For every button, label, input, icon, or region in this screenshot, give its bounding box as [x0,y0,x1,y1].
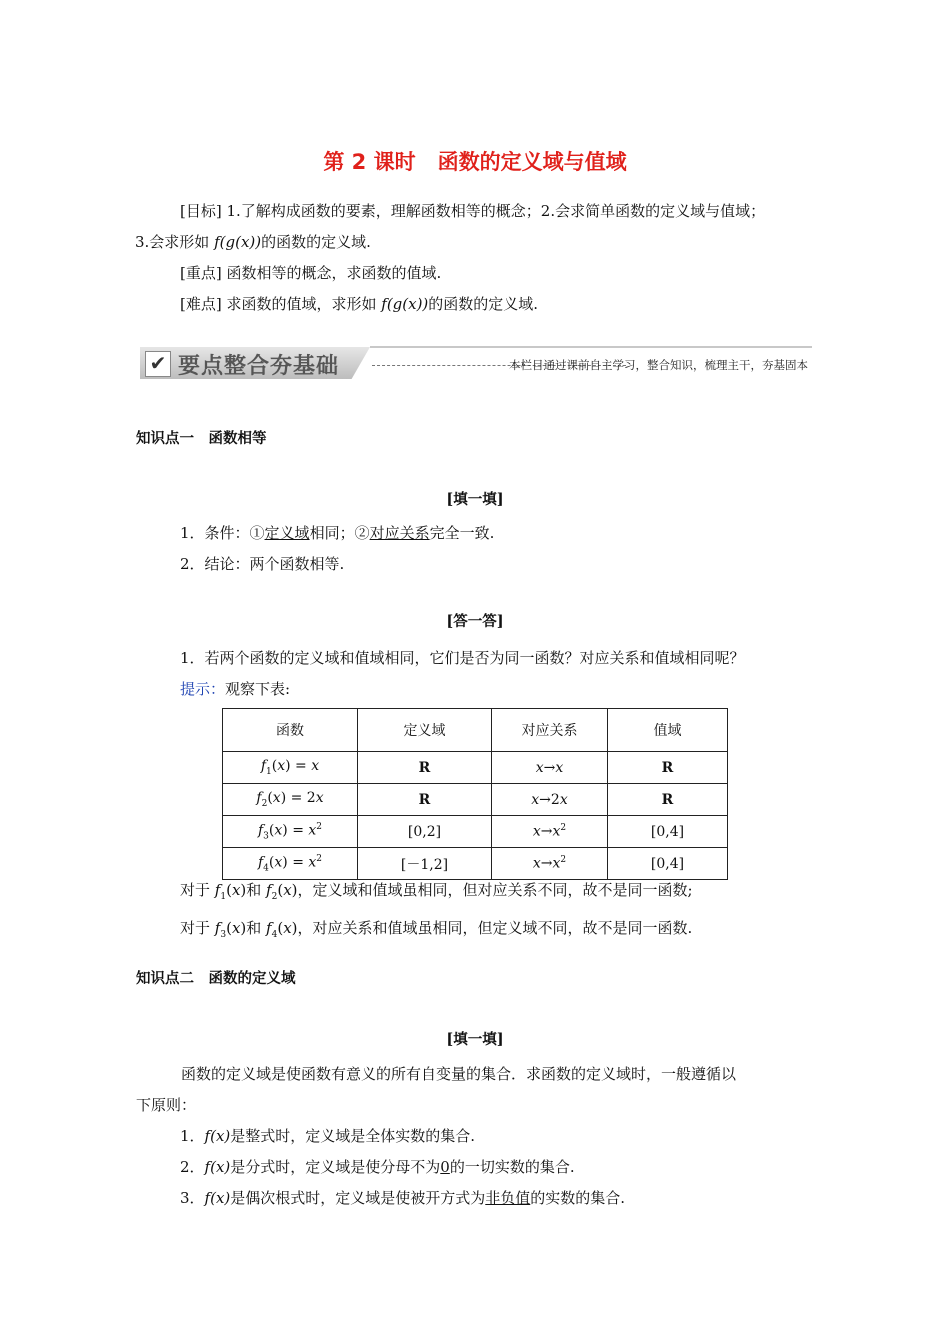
cell-range: R [608,784,728,816]
section2-intro: 函数的定义域是使函数有意义的所有自变量的集合．求函数的定义域时，一般遵循以 下原则： [136,1065,737,1114]
conclusion-line-1: 对于 $f_1(x)$和 $f_2(x)$，定义域和值域虽相同，但对应关系不同，故不是同一函数; [180,881,693,902]
key-line: [重点] 函数相等的概念，求函数的值域. [180,264,442,282]
page-title [0,146,950,176]
key-label: [重点] [180,264,222,282]
target-line2: 3.会求形如 f(g(x))的函数的定义域. [135,233,371,251]
cell-domain: [0,2] [358,816,492,848]
cell-mapping: x→2x [492,784,608,816]
section1-heading: 知识点一 函数相等 [136,431,267,447]
answer-mapping: 对应关系 [369,524,430,542]
cell-mapping: $x\to x^2$ [492,816,608,848]
cell-domain: R [358,752,492,784]
rule-item: 2．f(x)是分式时，定义域是使分母不为0的一切实数的集合. [180,1158,575,1176]
header-cell: 定义域 [358,709,492,752]
rule-item: 1．f(x)是整式时，定义域是全体实数的集合. [180,1127,476,1145]
check-icon: ✔ [145,351,171,377]
cell-range: [0,4] [608,848,728,880]
cell-range: [0,4] [608,816,728,848]
rule-item: 3．f(x)是偶次根式时，定义域是使被开方式为非负值的实数的集合. [180,1189,626,1207]
target-label: [目标] [180,202,222,220]
cell-function: $f_2(x) = 2x$ [223,784,358,816]
cell-function: $f_1(x) = x$ [223,752,358,784]
table-row [223,784,728,816]
hint-line: 提示：观察下表: [180,680,291,698]
table-header-row [223,709,728,752]
hint-label: 提示： [180,680,226,698]
difficulty-label: [难点] [180,295,222,313]
section2-fill-label: [填一填] [446,1031,504,1048]
answer-zero: 0 [440,1158,450,1176]
header-cell: 值域 [608,709,728,752]
difficulty-line: [难点] 求函数的值域，求形如 f(g(x))的函数的定义域. [180,295,539,313]
comparison-table [222,708,728,880]
header-cell: 函数 [223,709,358,752]
title-topic: 函数的定义域与值域 [437,150,627,174]
answer-domain: 定义域 [264,524,310,542]
formula-fgx: f(g(x)) [214,233,262,251]
answer-nonnegative: 非负值 [485,1189,531,1207]
section2-rules [180,1121,820,1214]
goals-block [135,196,815,320]
table-row [223,752,728,784]
cell-function: $f_4(x) = x^2$ [223,848,358,880]
section2-heading: 知识点二 函数的定义域 [136,971,296,987]
condition-item: 1．条件：①定义域相同；②对应关系完全一致. [180,524,495,542]
section1-fill-items [180,518,820,580]
banner-note: 本栏目通过课前自主学习，整合知识，梳理主干，夯基固本 [509,358,808,372]
cell-domain: [－1,2] [358,848,492,880]
section1-qa-label: [答一答] [446,613,504,630]
cell-range: R [608,752,728,784]
conclusion-item: 2．结论：两个函数相等. [180,555,345,573]
header-cell: 对应关系 [492,709,608,752]
section1-fill-label: [填一填] [446,491,504,508]
cell-function: $f_3(x) = x^2$ [223,816,358,848]
banner-title: 要点整合夯基础 [178,354,340,379]
cell-domain: R [358,784,492,816]
target-line1: [目标] 1.了解构成函数的要素，理解函数相等的概念；2.会求简单函数的定义域与值域； [180,202,766,220]
cell-mapping: x→x [492,752,608,784]
cell-mapping: $x\to x^2$ [492,848,608,880]
conclusion-line-2: 对于 $f_3(x)$和 $f_4(x)$，对应关系和值域虽相同，但定义域不同，故不是同一函数. [180,919,693,940]
title-lesson: 第 2 课时 [323,150,416,174]
section-banner [140,345,812,381]
question-line: 1．若两个函数的定义域和值域相同，它们是否为同一函数？对应关系和值域相同呢？ [180,649,745,667]
table-row [223,816,728,848]
table-conclusions [180,875,820,951]
